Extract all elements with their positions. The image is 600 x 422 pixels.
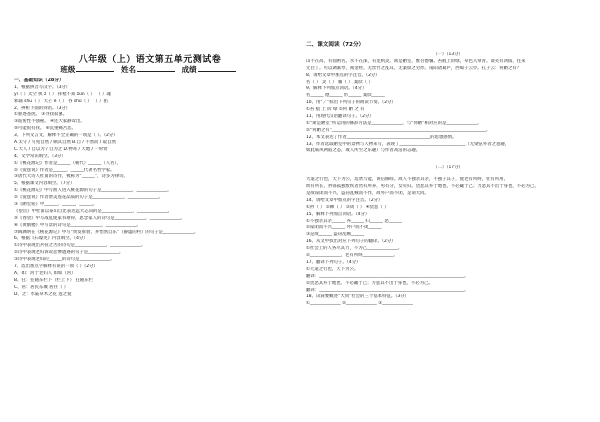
question-line: ②《爱莲说》作者是______，______代著名哲学家。 — [14, 167, 115, 173]
question-line: 《望岳》中杜甫以泰山自比表达远大志向的是______________，______________。 — [14, 208, 173, 214]
question-line: ②谋闭而不兴______ 外户而不闭______ — [306, 225, 382, 231]
question-line: 是故谋闭而不兴，盗窃乱贼而不作，故外户而不闭，是谓大同。 — [306, 191, 429, 197]
question-line: 6、根据《石壕吏》内容填空。（4分） — [14, 236, 88, 242]
question-line: 4、文学常识填空。（3分） — [14, 153, 66, 159]
question-line: yí（ ）太空 执 z（ ） 挥枪不知 zùn（ ） （ ）魂 — [14, 91, 111, 97]
question-line: 18、试简要概述“大同”社会的三个基本特征。（3分） — [306, 294, 409, 300]
question-line: ②诗中表现老妇诉说悲惨遭遇的句子是______________。 — [14, 250, 124, 256]
question-line: ②______________，老有所终______________。 — [306, 253, 398, 259]
question-line: 8、请给文章中加点的字注音。（2分） — [306, 72, 380, 78]
question-line: ②《爱莲说》作者赞美莲花品质的句子是______________，______________。 — [14, 195, 163, 201]
question-line: 9、解释下列加点词语。（4分） — [306, 86, 367, 92]
question-line: ③《陋室铭》中______，______，______。 — [14, 202, 97, 208]
question-line: 邪辅 shū（ ） 天芒 è（ ） 谷 shǔ（ ） （ ）佑 — [14, 98, 108, 104]
question-line: 如此威风两陷之态，或人所至之乐趣）与作者高洁的志趣。 — [306, 148, 421, 154]
section-two-heading: 二、课文阅读（72分） — [306, 42, 365, 48]
name-field[interactable] — [137, 64, 175, 72]
question-line: 12、本文表达了作者______________________________________的思想感情。 — [306, 134, 457, 140]
question-line: ①社会上的人各尽其力，不为己______________。 — [306, 246, 403, 252]
class-field[interactable] — [76, 64, 114, 72]
question-line: 1、根据拼音写汉字。（3分） — [14, 84, 71, 90]
question-line: ③诗中表现老妇的______的诗句是______________。 — [14, 257, 115, 263]
question-line: 翻译：__________________________________________________________________。 — [306, 273, 469, 279]
question-line: 10、用“／”标出下列句子的朗读节奏。（2分） — [306, 100, 396, 106]
question-line: ②“何陋之有”______________________________________________________________________。 — [306, 127, 491, 133]
question-line: A、如：河于老妇人 如如（河） — [14, 270, 76, 276]
question-line: ①苔 痕 上 阶 绿 ②何 陋 之 有 — [306, 107, 365, 113]
left-column — [14, 0, 286, 422]
question-line: ⑤《春望》中写战乱使家书难得，思念家人的诗句是______________，______________。 — [14, 215, 185, 221]
question-line: （二）（17分） — [433, 165, 463, 171]
question-line: ①《桃花源记》作者是______（朝代）______（人名）， — [14, 160, 122, 166]
question-line: 幼有所长，矜寡孤独废疾者皆有所养，男有分，女有归。货恶其弃于地也，不必藏于己；力恶其不出于身也，不必为己。 — [306, 184, 539, 190]
question-line: A.太守 / 写苑自然 / 顺其自然 B.自 / 不然而 / 取自然 — [14, 140, 116, 146]
question-line: 名______ 德______ 形______ 案牍______ — [306, 93, 385, 99]
question-line: 5、根据课文内容填空。（7分） — [14, 181, 75, 187]
question-line: 大道之行也，天下为公，选贤与能，讲信修睦。故人不独亲其亲，不独子其子，使老有所终，壮有所用， — [306, 177, 508, 183]
question-line: 山不在高，有仙则名。水不在深，有龙则灵。斯是陋室，惟吾德馨。苔痕上阶绿，草色入帘青。谈笑有鸿儒，往来 — [306, 58, 526, 64]
question-line: 17、翻译下列句子。（4分） — [306, 259, 361, 265]
question-line: 13、作者选取陋室中的景物与人物来写，表现了______________________________（无梁弦外者之意趣， — [306, 141, 510, 147]
question-line: 7、选出加点字解释有误的一项（ ）（2分） — [14, 264, 98, 270]
question-line: ①大道之行也，天下为公。 — [306, 266, 359, 272]
question-line: ⑦陶渊明在《桃花源记》中写“黄发垂髫，并怡然自乐”（静谧的村）的句子是______________。 — [14, 229, 199, 235]
question-line: ①______________ ②______________ ③______________ — [306, 301, 413, 307]
right-column — [306, 0, 590, 422]
question-line: 14、请给文章中加点的字注音。（2分） — [306, 197, 383, 203]
score-field[interactable] — [198, 64, 236, 72]
question-line: ①《桃花源记》中写渔人进入桃花源的句子是______________，______________。 — [14, 188, 172, 194]
question-line: 16、从文中找出对应下列句子的翻译。（2分） — [306, 239, 396, 245]
question-line: 名（ ） 灵（ ） 馨（ ） 案牍（ ） — [306, 79, 373, 85]
student-info — [14, 64, 286, 75]
question-line: C.大人 / 自以为 / 自为之 D.物寄 / 天地 / 一时贤 — [14, 146, 108, 152]
question-line: ③是故______ 盗窃乱贼______ — [306, 232, 365, 238]
right-question-list — [306, 52, 590, 308]
question-line: （一）（13分） — [433, 52, 463, 57]
question-line: ①矜（ ） ②鳏（ ） ③闭（ ） ④货恶（ ） — [306, 204, 389, 210]
question-line: 一、基础知识（28分） — [14, 78, 64, 83]
question-line: ⑤可能很有我。 ⑥沉重痛苦悲。 — [14, 126, 76, 132]
question-line: B、狂：狂随东栏下（栏上下） 狂随东栏 — [14, 277, 94, 283]
question-line: 3、下列文言文，解释不全正确的一项是（ ）。（2分） — [14, 133, 118, 139]
question-line: 2、辨析下面的词语。（3分） — [14, 105, 71, 111]
question-line: 翻译：__________________________________________________________________。 — [306, 287, 469, 293]
name-label: 姓名 — [121, 65, 136, 74]
question-line: ②货恶其弃于地也，不必藏于己；力恶其不出于身也，不必为己。 — [306, 280, 433, 286]
question-line: ③诡密性不强秘。 ④还大家静耸出。 — [14, 119, 85, 125]
class-label: 班级 — [60, 65, 76, 74]
question-line: ①诗中表现出兵役之苦的诗句是______________，______________。 — [14, 243, 146, 249]
question-line: ①不独亲其亲______ 养______ 归______ 恶______ — [306, 218, 402, 224]
question-line: 11、用现代汉语翻译句子。（2分） — [306, 114, 374, 120]
question-line: 无白丁。可以调素琴，阅金经。无丝竹之乱耳，无案牍之劳形。南阳诸葛庐，西蜀子云亭。孔子云：何陋之有？ — [306, 65, 522, 71]
question-line: C、居：居民东城 居住（ ） — [14, 284, 69, 290]
question-line: ①驱逐苍虎。 ③寻找寂寥。 — [14, 112, 68, 118]
question-line: ③唐代大诗人杜甫的诗作，被称为“______”，诗多为律诗。 — [14, 174, 128, 180]
score-label: 成绩 — [181, 65, 197, 74]
exam-title: 八年级（上）语文第五单元测试卷 — [78, 55, 222, 65]
question-line: ⑥《黄鹤楼》中写景的诗句是______________，______________。 — [14, 222, 141, 228]
question-line: 15、解释下列加点词语。（4分） — [306, 211, 370, 217]
question-line: D、之：水陆草木之花 莲之爱 — [14, 291, 72, 297]
question-line: ①“斯是陋室”所运用的修辞方法是______________，与“何陋”相对应的是______________。 — [306, 120, 482, 126]
left-question-list — [14, 78, 286, 299]
